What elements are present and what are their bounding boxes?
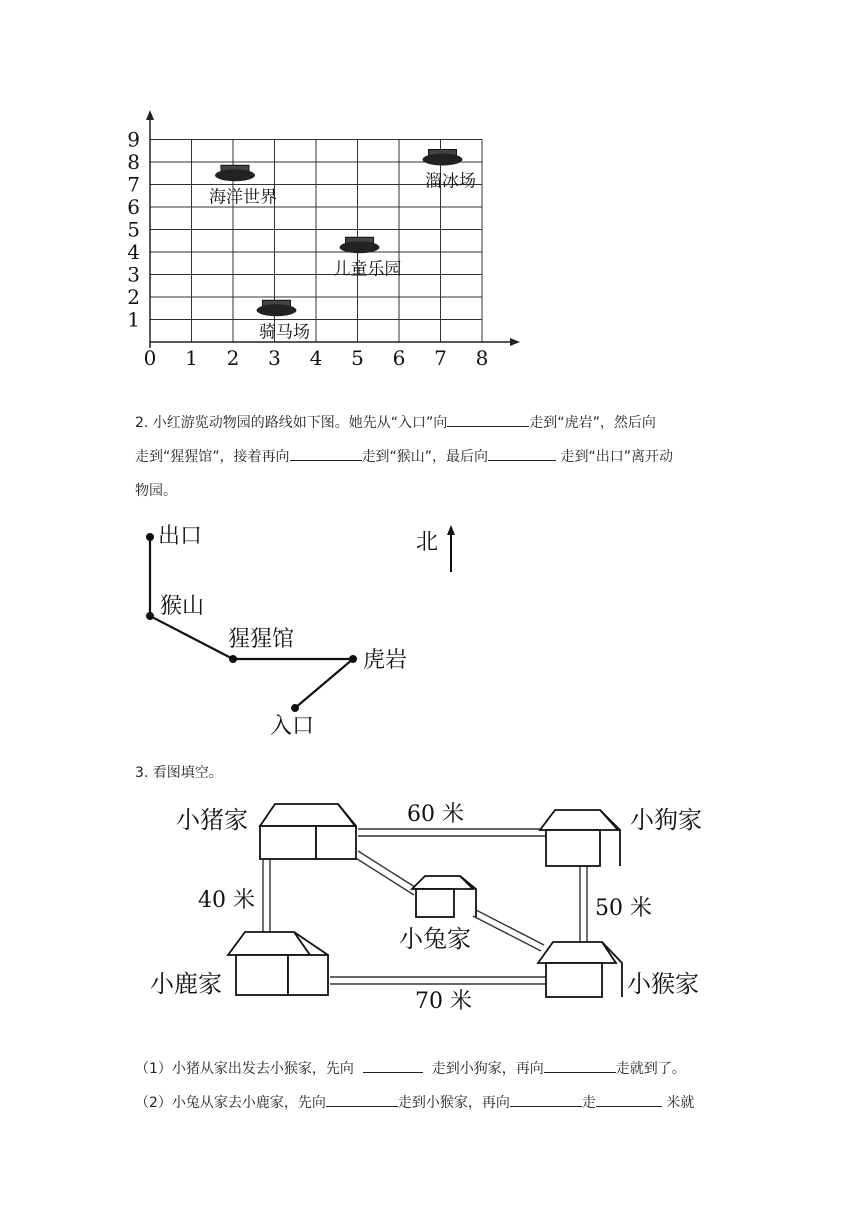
q2-text-1b: 走到“虎岩”，然后向 xyxy=(529,415,656,431)
tiger-rock-dot xyxy=(349,655,357,663)
x-axis-arrow xyxy=(510,338,520,346)
q2-text-2c: 走到“出口”离开动 xyxy=(556,449,673,465)
q2-line1 xyxy=(135,406,656,440)
deer-house xyxy=(228,932,328,995)
zoo-route-figure xyxy=(120,515,480,745)
place-label: 儿童乐园 xyxy=(333,259,402,280)
tiger-rock-label: 虎岩 xyxy=(363,648,408,673)
grid-lines xyxy=(150,140,482,343)
q2-line3 xyxy=(135,474,177,508)
x-tick-label: 2 xyxy=(226,346,240,370)
y-tick-labels xyxy=(127,128,140,332)
y-tick-label: 7 xyxy=(127,172,140,197)
y-tick-label: 5 xyxy=(127,217,140,242)
answer-blank[interactable] xyxy=(488,444,556,461)
q3-sub2 xyxy=(135,1086,694,1120)
north-label: 北 xyxy=(416,530,439,555)
q3-sub1-text-c: 走就到了。 xyxy=(615,1061,686,1077)
q3-sub1-text-a: （1）小猪从家出发去小猴家，先向 xyxy=(135,1061,354,1077)
x-tick-label: 4 xyxy=(309,346,323,370)
q2-text-3: 物园。 xyxy=(135,483,177,499)
deer-house-label: 小鹿家 xyxy=(150,970,222,998)
x-tick-label: 7 xyxy=(434,346,447,370)
horse-track-icon xyxy=(257,300,297,316)
y-tick-label: 1 xyxy=(127,307,140,332)
monkey-hill-label: 猴山 xyxy=(160,594,205,619)
rabbit-house xyxy=(412,876,476,917)
y-axis-arrow xyxy=(146,110,154,120)
entrance-dot xyxy=(291,704,299,712)
q2-line2 xyxy=(135,440,673,474)
x-tick-label: 5 xyxy=(351,346,364,370)
x-tick-labels xyxy=(144,346,489,370)
exit-label: 出口 xyxy=(158,524,203,549)
grid-map-figure xyxy=(120,108,540,373)
x-tick-label: 3 xyxy=(268,346,281,370)
y-tick-label: 8 xyxy=(127,150,140,174)
x-tick-label: 8 xyxy=(475,346,489,370)
north-arrow-head xyxy=(447,525,455,535)
place-label: 溜冰场 xyxy=(425,171,476,192)
q3-sub1 xyxy=(135,1052,686,1086)
road-pig-rabbit xyxy=(354,851,418,895)
dog-house xyxy=(540,810,620,866)
q3-sub2-text-c: 走 xyxy=(581,1095,596,1111)
exit-dot xyxy=(146,533,154,541)
carousel-icon xyxy=(215,165,255,181)
ice-rink-icon xyxy=(423,150,463,166)
answer-blank[interactable] xyxy=(544,1056,616,1073)
entrance-label: 入口 xyxy=(270,714,315,739)
x-tick-label: 0 xyxy=(143,346,157,370)
monkey-house-label: 小猴家 xyxy=(627,970,699,998)
answer-blank[interactable] xyxy=(326,1090,398,1107)
y-tick-label: 4 xyxy=(127,240,140,264)
road-rabbit-monkey xyxy=(473,910,544,951)
y-tick-label: 6 xyxy=(127,195,140,219)
gorilla-hall-label: 猩猩馆 xyxy=(228,627,295,652)
x-tick-label: 1 xyxy=(185,346,198,370)
road-pig-deer xyxy=(263,860,270,935)
distance-pig-dog: 60 米 xyxy=(407,802,464,827)
q3-title-text: 3. 看图填空。 xyxy=(135,765,223,781)
y-tick-label: 9 xyxy=(127,127,140,152)
pig-house xyxy=(260,804,356,859)
q3-sub2-text-d: 米就 xyxy=(661,1095,695,1111)
q3-title xyxy=(135,756,223,790)
q2-text-2a: 走到“猩猩馆”，接着再向 xyxy=(135,449,290,465)
answer-blank[interactable] xyxy=(363,1056,423,1073)
q2-text-2b: 走到“猴山”，最后向 xyxy=(361,449,489,465)
road-pig-dog xyxy=(358,829,546,836)
distance-pig-deer: 40 米 xyxy=(198,888,255,913)
rabbit-house-label: 小兔家 xyxy=(399,925,471,953)
monkey-hill-dot xyxy=(146,612,154,620)
place-label: 骑马场 xyxy=(259,322,310,343)
route-line xyxy=(150,537,353,708)
q3-sub2-text-b: 走到小猴家，再向 xyxy=(397,1095,510,1111)
distance-deer-monkey: 70 米 xyxy=(415,989,472,1014)
gorilla-hall-dot xyxy=(229,655,237,663)
answer-blank[interactable] xyxy=(596,1090,662,1107)
q3-sub1-text-b: 走到小狗家，再向 xyxy=(431,1061,544,1077)
q2-text-1a: 2. 小红游览动物园的路线如下图。她先从“入口”向 xyxy=(135,415,448,431)
y-tick-label: 3 xyxy=(127,262,140,287)
monkey-house xyxy=(538,942,622,997)
answer-blank[interactable] xyxy=(290,444,362,461)
dog-house-label: 小狗家 xyxy=(630,806,702,834)
y-tick-label: 2 xyxy=(127,285,140,309)
road-deer-monkey xyxy=(330,977,546,984)
place-label: 海洋世界 xyxy=(209,187,277,208)
road-dog-monkey xyxy=(580,865,587,942)
distance-dog-monkey: 50 米 xyxy=(595,896,652,921)
q3-sub2-text-a: （2）小兔从家去小鹿家，先向 xyxy=(135,1095,326,1111)
pig-house-label: 小猪家 xyxy=(176,806,248,834)
playground-icon xyxy=(340,237,380,253)
place-markers xyxy=(209,150,476,343)
answer-blank[interactable] xyxy=(447,410,529,427)
answer-blank[interactable] xyxy=(510,1090,582,1107)
houses-map-figure xyxy=(150,790,740,1025)
x-tick-label: 6 xyxy=(392,346,406,370)
